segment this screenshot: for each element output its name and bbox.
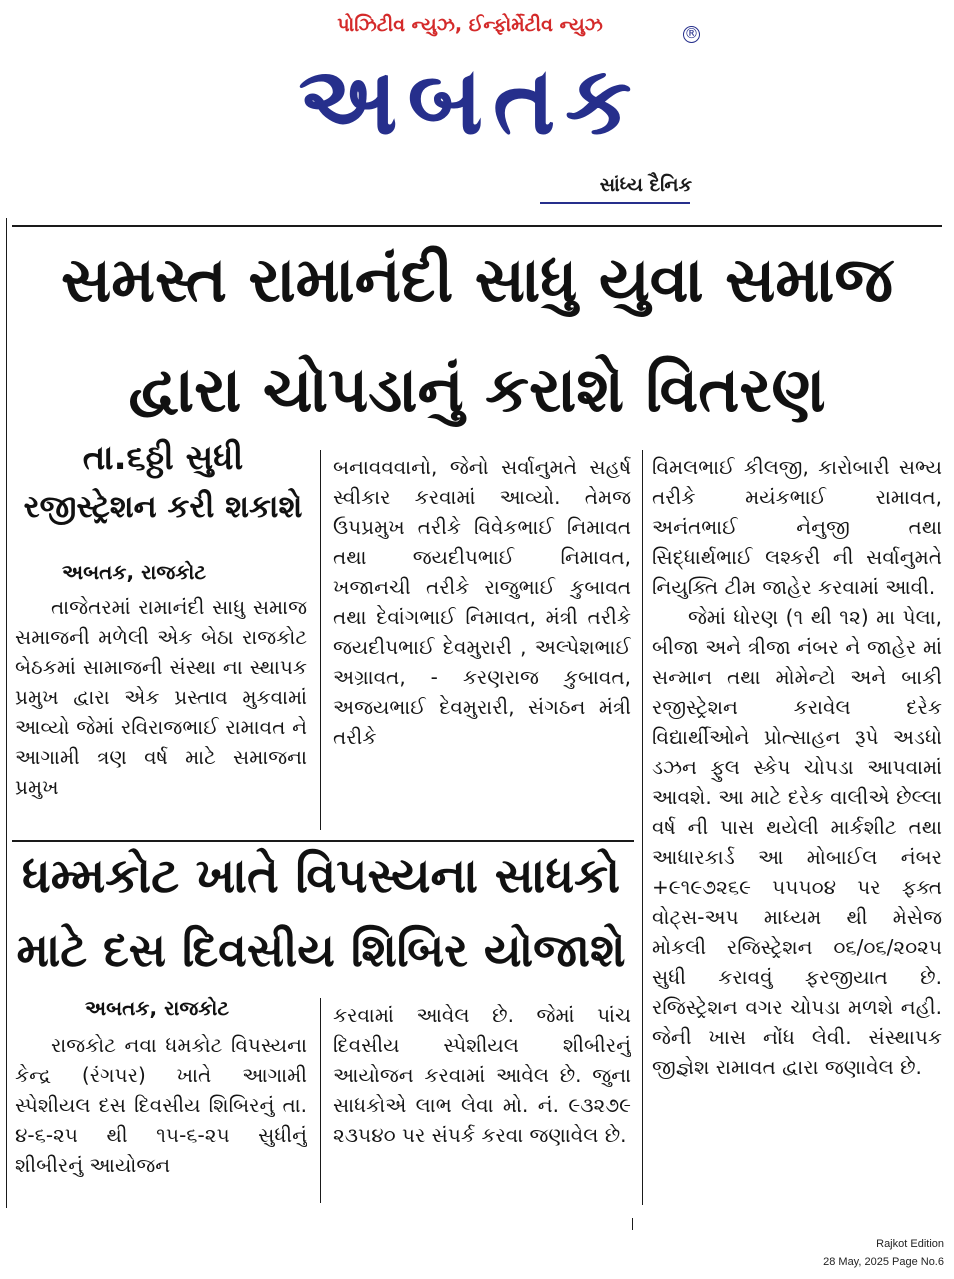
article1-dateline: અબતક, રાજકોટ	[62, 560, 207, 584]
article1-column2: બનાવવવાનો, જેનો સર્વાનુમતે સહર્ષ સ્વીકાર કરવામાં આવ્યો. તેમજ ઉપપ્રમુખ તરીકે વિવેકભાઈ નિમાવત તથા જયદીપભાઈ નિમાવત, ખજાનચી તરીકે રાજુભાઈ કુબાવત તથા દેવાંગભાઈ નિમાવત, મંત્રી તરીકે જયદીપભાઈ દેવમુરારી , અલ્પેશભાઈ અગ્રાવત, - કરણરાજ કુબાવત, અજયભાઈ દેવમુરારી, સંગઠન મંત્રી તરીકે	[333, 455, 631, 749]
article1-column3	[652, 452, 942, 1202]
masthead-tagline: પોઝિટીવ ન્યુઝ, ઈન્ફોર્મેટીવ ન્યુઝ	[337, 14, 603, 36]
article1-column3-paragraph2: જેમાં ધોરણ (૧ થી ૧૨) મા પેલા, બીજા અને ત્રીજા નંબર ને જાહેર માં સન્માન તથા મોમેન્ટો અને બાકી રજીસ્ટ્રેશન કરાવેલ દરેક વિદ્યાર્થીઓને પ્રોત્સાહન રૂપે અડધો ડઝન ફુલ સ્કેપ ચોપડા આપવામાં આવશે. આ માટે દરેક વાલીએ છેલ્લા વર્ષ ની પાસ થયેલી માર્કશીટ તથા આધારકાર્ડ આ મોબાઈલ નંબર +૯૧૯૭૨૬૯ ૫૫૫૦૪ પર ફક્ત વોટ્સ-અપ માધ્યમ થી મેસેજ મોકલી રજિસ્ટ્રેશન ૦૬/૦૬/૨૦૨૫ સુધી કરાવવું ફરજીયાત છે. રજિસ્ટ્રેશન વગર ચોપડા મળશે નહી. જેની ખાસ નોંધ લેવી. સંસ્થાપક જીજ્ઞેશ રામાવત દ્વારા જણાવેલ છે.	[652, 605, 942, 1079]
article2-column1: રાજકોટ નવા ધમકોટ વિપસ્યના કેન્દ્ર (રંગપર) ખાતે આગામી સ્પેશીયલ દસ દિવસીય શિબિરનું તા. ૪-૬-૨૫ થી ૧૫-૬-૨૫ સુધીનું શીબીરનું આયોજન	[15, 1033, 307, 1177]
left-margin-rule	[6, 218, 7, 1208]
registered-mark: ®	[684, 26, 699, 42]
article2-column2: કરવામાં આવેલ છે. જેમાં પાંચ દિવસીય સ્પેશીયલ શીબીરનું આયોજન કરવામાં આવેલ છે. જુના સાધકોએ લાભ લેવા મો. નં. ૯૩૨૭૯ ૨૩૫૪૦ પર સંપર્ક કરવા જણાવેલ છે.	[333, 1003, 631, 1147]
article1-headline-line1: સમસ્ત રામાનંદી સાધુ યુવા સમાજ	[61, 243, 893, 316]
article2-headline-line1: ધમ્મકોટ ખાતે વિપસ્યના સાધકો	[21, 848, 621, 904]
article1-headline-line2: દ્વારા ચોપડાનું કરાશે વિતરણ	[128, 353, 826, 426]
masthead-subtitle: સાંધ્ય દૈનિક	[599, 174, 692, 196]
column-divider-2	[642, 450, 643, 1205]
article1-column1: તાજેતરમાં રામાનંદી સાધુ સમાજ સમાજની મળેલી એક બેઠા રાજકોટ બેઠકમાં સામાજની સંસ્થા ના સ્થાપક પ્રમુખ દ્વારા એક પ્રસ્તાવ મુકવામાં આવ્યો જેમાં રવિરાજભાઈ રામાવત ને આગામી ત્રણ વર્ષ માટે સમાજના પ્રમુખ	[15, 595, 307, 799]
newspaper-logo: અબતક	[298, 47, 642, 156]
top-rule	[12, 225, 942, 227]
column-divider-1	[320, 450, 321, 830]
article2-headline-line2: માટે દસ દિવસીય શિબિર યોજાશે	[16, 923, 626, 977]
article-separator	[12, 840, 634, 842]
article2-dateline: અબતક, રાજકોટ	[85, 996, 230, 1020]
column-divider-3	[320, 998, 321, 1203]
footer-tick	[632, 1218, 633, 1230]
footer-edition: Rajkot Edition	[876, 1238, 944, 1250]
article1-column3-paragraph1: વિમલભાઈ કીલજી, કારોબારી સભ્ય તરીકે મયંકભાઈ રામાવત, અનંતભાઈ નેનુજી તથા સિદ્ધાર્થભાઈ લશ્કરી ની સર્વાનુમતે નિયુક્તિ ટીમ જાહેર કરવામાં આવી.	[652, 455, 942, 599]
masthead-underline	[540, 202, 690, 204]
footer-date-page: 28 May, 2025 Page No.6	[823, 1256, 944, 1268]
article1-subhead-line2: રજીસ્ટ્રેશન કરી શકાશે	[23, 489, 303, 525]
article1-subhead-line1: તા.૬ઠ્ઠી સુધી	[82, 438, 244, 478]
masthead	[250, 14, 700, 204]
